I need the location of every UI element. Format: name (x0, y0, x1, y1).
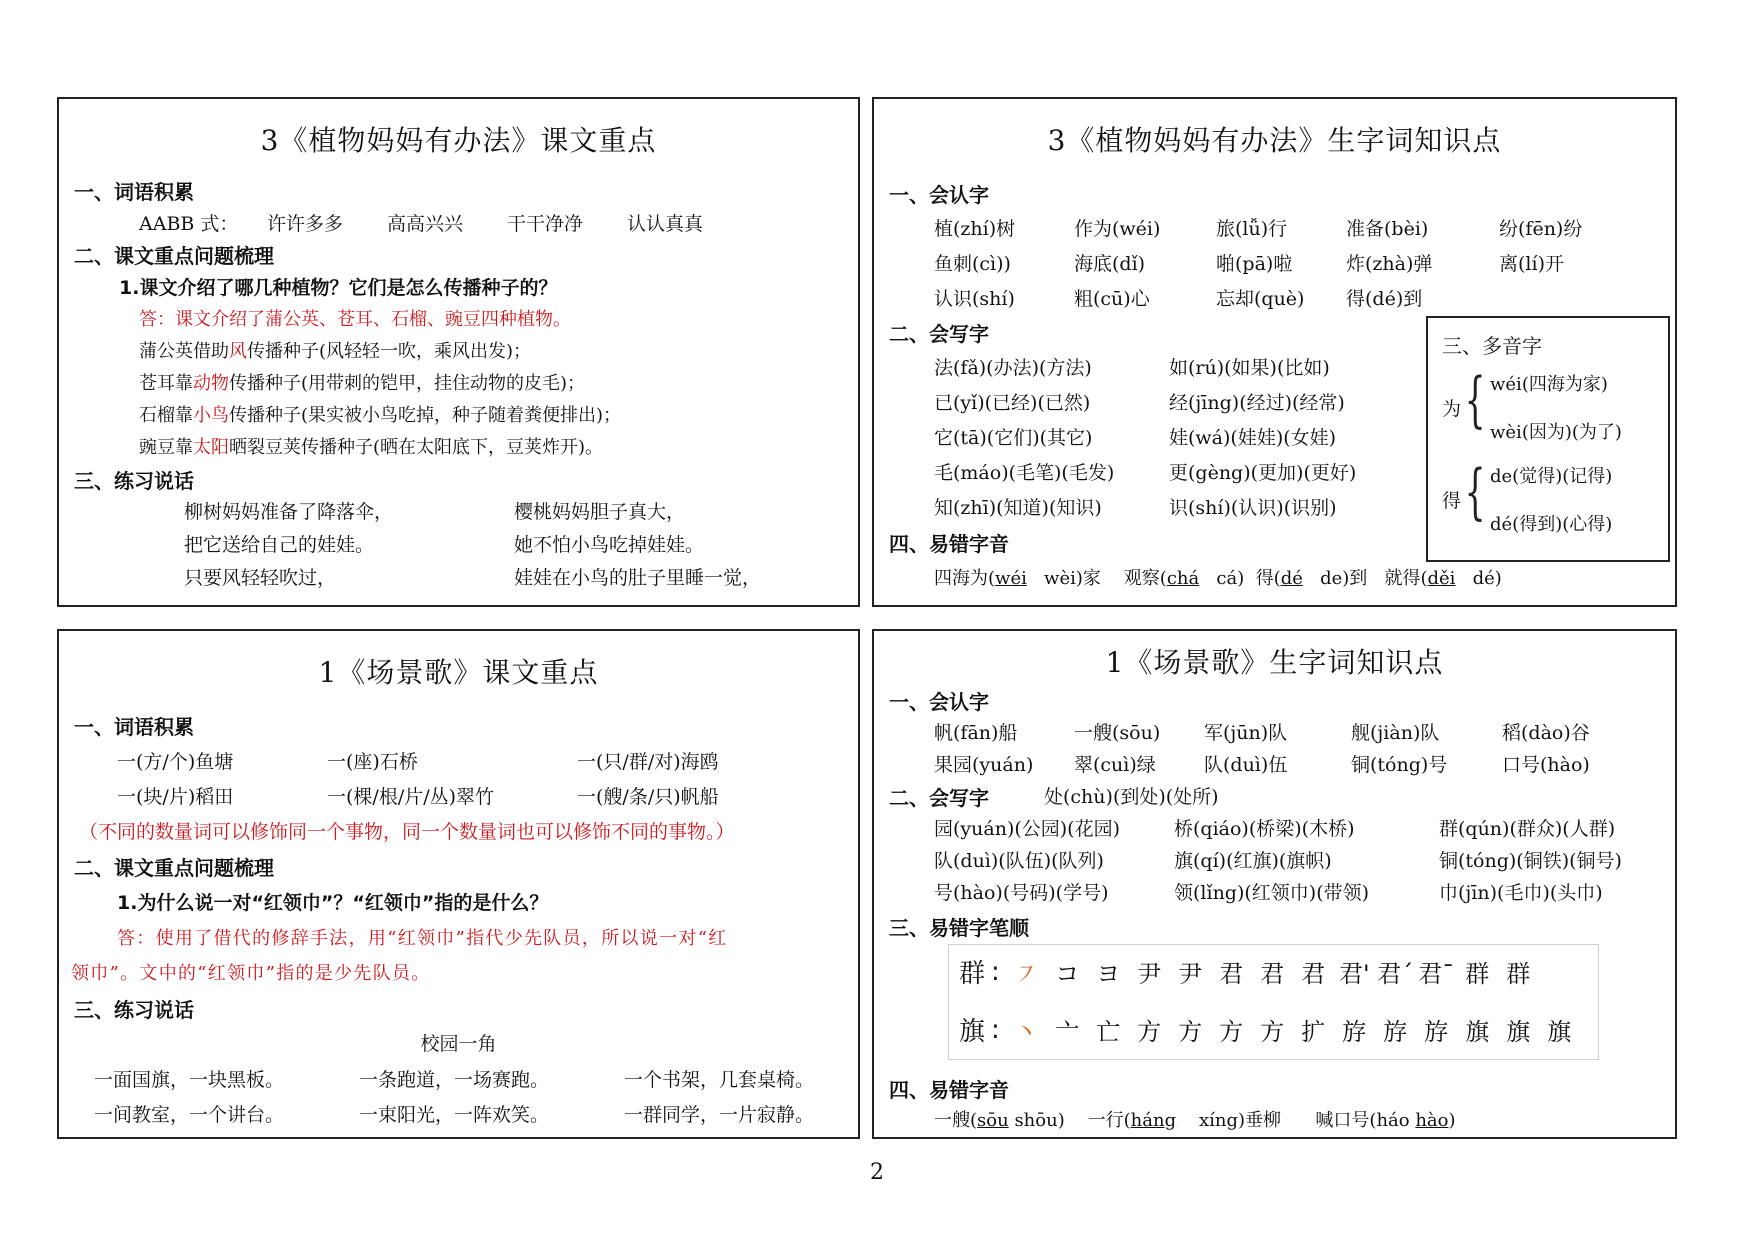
answer: 领巾”。文中的“红领巾”指的是少先队员。 (71, 963, 431, 984)
section-heading: 二、会写字 (889, 786, 989, 810)
poem-line: 她不怕小鸟吃掉娃娃。 (514, 534, 705, 556)
aabb-label: AABB 式： (139, 213, 239, 235)
stroke-step: ㇇ (1014, 960, 1039, 988)
poem-line: 一间教室，一个讲台。 (94, 1104, 285, 1126)
stroke-step: 群 (1465, 960, 1490, 988)
poem-line: 柳树妈妈准备了降落伞， (184, 501, 394, 523)
write-item: 铜(tóng)(铜铁)(铜号) (1439, 850, 1622, 872)
stroke-char: 旗 (959, 1017, 986, 1047)
write-item: 更(gèng)(更加)(更好) (1169, 462, 1357, 484)
polyphone-char: 得 (1442, 490, 1462, 512)
char-item: 鱼刺(cì)) (934, 253, 1011, 275)
mispronounce-line: 一艘(sōu shōu) 一行(háng xíng)垂柳 喊口号(háo hào) (934, 1110, 1456, 1131)
measure-word: 一(棵/根/片/丛)翠竹 (327, 786, 495, 808)
panel-title: 1《场景歌》生字词知识点 (1105, 646, 1444, 679)
write-item: 娃(wá)(娃娃)(女娃) (1169, 427, 1337, 449)
stroke-step: 斿 (1342, 1018, 1367, 1046)
answer: 答：课文介绍了蒲公英、苍耳、石榴、豌豆四种植物。 (139, 309, 571, 330)
stroke-step: 方 (1137, 1018, 1162, 1046)
polyphone-char: 为 (1442, 398, 1462, 420)
char-item: 纷(fēn)纷 (1499, 218, 1583, 240)
stroke-step: 方 (1260, 1018, 1285, 1046)
poem-title: 校园一角 (420, 1033, 497, 1055)
write-item: 处(chù)(到处)(处所) (1044, 786, 1219, 808)
char-item: 军(jūn)队 (1204, 722, 1288, 744)
write-item: 经(jīng)(经过)(经常) (1169, 392, 1345, 414)
write-item: 号(hào)(号码)(学号) (934, 882, 1109, 904)
answer: 答：使用了借代的修辞手法，用“红领巾”指代少先队员，所以说一对“红 (117, 928, 728, 949)
stroke-step: 群 (1506, 960, 1531, 988)
char-item: 海底(dǐ) (1074, 253, 1146, 275)
stroke-step: 君 (1301, 960, 1326, 988)
stroke-step: 君 (1260, 960, 1285, 988)
word: 许许多多 (267, 213, 344, 235)
stroke-step: 扩 (1301, 1018, 1326, 1046)
section-heading: 三、练习说话 (74, 469, 194, 493)
brace-icon: { (1464, 365, 1486, 435)
stroke-step: 尹 (1137, 960, 1162, 988)
char-item: 忘却(què) (1216, 288, 1305, 310)
answer-line: 石榴靠小鸟传播种子(果实被小鸟吃掉，种子随着粪便排出)； (139, 405, 622, 426)
measure-word: 一(只/群/对)海鸥 (577, 751, 719, 773)
poem-line: 一群同学，一片寂静。 (624, 1104, 815, 1126)
stroke-step: 斿 (1424, 1018, 1449, 1046)
char-item: 啪(pā)啦 (1216, 253, 1293, 275)
char-item: 一艘(sōu) (1074, 722, 1161, 744)
word: 干干净净 (507, 213, 584, 235)
answer-line: 苍耳靠动物传播种子(用带刺的铠甲，挂住动物的皮毛)； (139, 373, 586, 394)
char-item: 铜(tóng)号 (1351, 754, 1448, 776)
poem-line: 只要风轻轻吹过， (184, 567, 337, 589)
word: 高高兴兴 (387, 213, 464, 235)
poem-line: 一个书架，几套桌椅。 (624, 1069, 815, 1091)
stroke-step: 斿 (1383, 1018, 1408, 1046)
poem-line: 娃娃在小鸟的肚子里睡一觉， (514, 567, 762, 589)
poem-line: 一束阳光，一阵欢笑。 (359, 1104, 550, 1126)
note: （不同的数量词可以修饰同一个事物，同一个数量词也可以修饰不同的事物。） (79, 821, 735, 843)
panel-title: 1《场景歌》课文重点 (318, 656, 599, 689)
poem-line: 把它送给自己的娃娃。 (184, 534, 375, 556)
section-heading: 二、课文重点问题梳理 (74, 856, 274, 880)
stroke-step: 旗 (1547, 1018, 1572, 1046)
char-item: 翠(cuì)绿 (1074, 754, 1156, 776)
stroke-step: 方 (1219, 1018, 1244, 1046)
panel-scene-song-vocabulary (872, 629, 1677, 1139)
section-heading: 二、课文重点问题梳理 (74, 244, 274, 268)
measure-word: 一(方/个)鱼塘 (117, 751, 234, 773)
reading: wéi(四海为家) (1490, 374, 1608, 395)
stroke-step: 君ˊ (1377, 960, 1414, 988)
write-item: 知(zhī)(知道)(知识) (934, 497, 1102, 519)
measure-word: 一(块/片)稻田 (117, 786, 234, 808)
write-item: 毛(máo)(毛笔)(毛发) (934, 462, 1115, 484)
write-item: 群(qún)(群众)(人群) (1439, 818, 1616, 840)
write-item: 队(duì)(队伍)(队列) (934, 850, 1104, 872)
char-item: 口号(hào) (1502, 754, 1590, 776)
reading: de(觉得)(记得) (1490, 466, 1613, 487)
stroke-char: 群 (959, 959, 986, 989)
panel-title: 3《植物妈妈有办法》课文重点 (260, 124, 657, 157)
stroke-step: 君 (1219, 960, 1244, 988)
section-heading: 三、多音字 (1442, 334, 1542, 358)
page-number: 2 (870, 1160, 884, 1185)
stroke-step: 亡 (1096, 1018, 1121, 1046)
write-item: 巾(jīn)(毛巾)(头巾) (1439, 882, 1603, 904)
write-item: 园(yuán)(公园)(花园) (934, 818, 1121, 840)
write-item: 识(shí)(认识)(识别) (1169, 497, 1337, 519)
char-item: 队(duì)伍 (1204, 754, 1288, 776)
panel-plant-mothers-vocabulary (872, 97, 1677, 607)
poem-line: 一条跑道，一场赛跑。 (359, 1069, 550, 1091)
write-item: 已(yǐ)(已经)(已然) (934, 392, 1091, 414)
stroke-step: 方 (1178, 1018, 1203, 1046)
section-heading: 一、词语积累 (74, 180, 194, 204)
char-item: 得(dé)到 (1346, 288, 1423, 310)
section-heading: 三、易错字笔顺 (889, 916, 1029, 940)
answer-line: 蒲公英借助风传播种子(风轻轻一吹，乘风出发)； (139, 341, 532, 362)
polyphone-box (1426, 316, 1670, 562)
char-item: 粗(cū)心 (1074, 288, 1150, 310)
stroke-row-qun (959, 953, 1539, 990)
char-item: 准备(bèi) (1346, 218, 1429, 240)
colon-mark: : (991, 956, 1000, 987)
stroke-step: 君' (1338, 960, 1370, 988)
section-heading: 四、易错字音 (889, 532, 1009, 556)
word: 认认真真 (627, 213, 704, 235)
brace-icon: { (1464, 457, 1486, 527)
measure-word: 一(座)石桥 (327, 751, 418, 773)
write-item: 它(tā)(它们)(其它) (934, 427, 1093, 449)
panel-scene-song-lesson-keypoints (57, 629, 860, 1139)
write-item: 桥(qiáo)(桥梁)(木桥) (1174, 818, 1355, 840)
question: 1.为什么说一对“红领巾”？“红领巾”指的是什么？ (117, 892, 549, 914)
panel-title: 3《植物妈妈有办法》生字词知识点 (1047, 124, 1502, 157)
stroke-step: 丶 (1014, 1018, 1039, 1046)
char-item: 果园(yuán) (934, 754, 1034, 776)
char-item: 植(zhí)树 (934, 218, 1016, 240)
stroke-step: 亠 (1055, 1018, 1080, 1046)
measure-word: 一(艘/条/只)帆船 (577, 786, 719, 808)
mispronounce-line: 四海为(wéi wèi)家 观察(chá cá) 得(dé de)到 就得(děi dé) (934, 568, 1502, 589)
char-item: 作为(wéi) (1074, 218, 1161, 240)
stroke-step: 旗 (1506, 1018, 1531, 1046)
stroke-step: ヨ (1096, 960, 1121, 988)
section-heading: 二、会写字 (889, 322, 989, 346)
section-heading: 四、易错字音 (889, 1078, 1009, 1102)
question: 1.课文介绍了哪几种植物？它们是怎么传播种子的？ (119, 277, 558, 299)
char-item: 炸(zhà)弹 (1346, 253, 1433, 275)
stroke-order-image (948, 944, 1599, 1060)
reading: dé(得到)(心得) (1490, 514, 1613, 535)
section-heading: 一、词语积累 (74, 715, 194, 739)
char-item: 稻(dào)谷 (1502, 722, 1590, 744)
stroke-step: 旗 (1465, 1018, 1490, 1046)
char-item: 离(lí)开 (1499, 253, 1564, 275)
char-item: 帆(fān)船 (934, 722, 1018, 744)
stroke-step: コ (1055, 960, 1080, 988)
poem-line: 樱桃妈妈胆子真大， (514, 501, 686, 523)
write-item: 旗(qí)(红旗)(旗帜) (1174, 850, 1332, 872)
section-heading: 三、练习说话 (74, 998, 194, 1022)
reading: wèi(因为)(为了) (1490, 422, 1622, 443)
panel-plant-mothers-lesson-keypoints (57, 97, 860, 607)
colon-mark: : (991, 1014, 1000, 1045)
answer-line: 豌豆靠太阳晒裂豆荚传播种子(晒在太阳底下，豆荚炸开)。 (139, 437, 604, 458)
section-heading: 一、会认字 (889, 690, 989, 714)
char-item: 旅(lǚ)行 (1216, 218, 1288, 240)
stroke-step: 君ˉ (1418, 960, 1455, 988)
char-item: 认识(shí) (934, 288, 1015, 310)
poem-line: 一面国旗，一块黑板。 (94, 1069, 285, 1091)
stroke-row-qi (959, 1011, 1580, 1048)
write-item: 法(fǎ)(办法)(方法) (934, 357, 1092, 379)
stroke-step: 尹 (1178, 960, 1203, 988)
write-item: 领(lǐng)(红领巾)(带领) (1174, 882, 1370, 904)
write-item: 如(rú)(如果)(比如) (1169, 357, 1330, 379)
char-item: 舰(jiàn)队 (1351, 722, 1440, 744)
section-heading: 一、会认字 (889, 183, 989, 207)
